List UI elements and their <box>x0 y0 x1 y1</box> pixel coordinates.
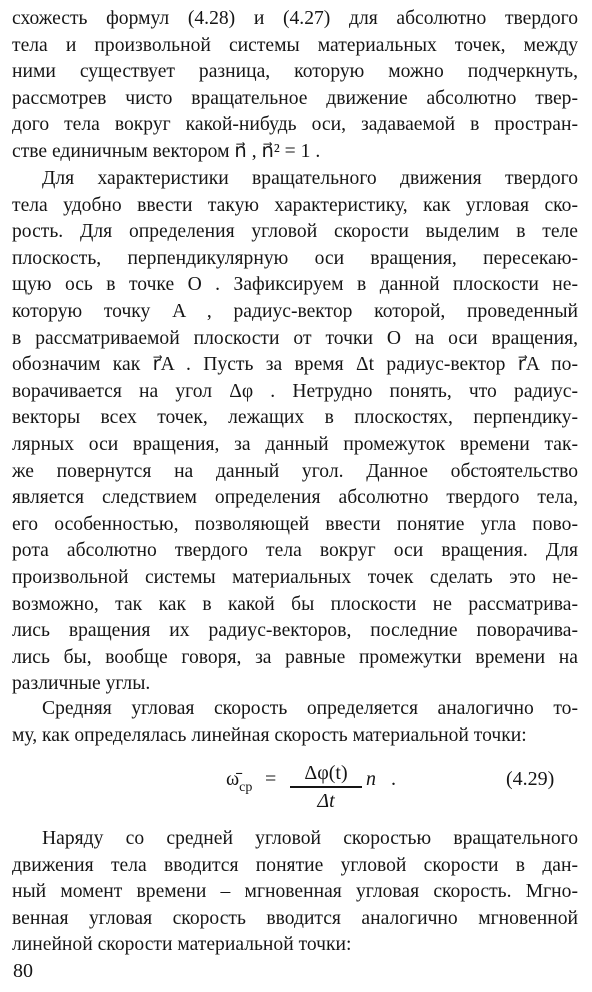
text-line: Средняя угловая скорость определяется аналогично то- <box>42 698 578 719</box>
fraction-denominator: Δt <box>317 789 335 812</box>
unit-vector: n⃗. <box>366 768 397 790</box>
text-line: его особенностью, позволяющей ввести понятие угла пово- <box>12 513 578 535</box>
text-line: венная угловая скорость вводится аналогично мгновенной <box>12 907 578 929</box>
equals-sign: = <box>265 768 277 790</box>
text-line: дого тела вокруг какой-нибудь оси, задаваемой в простран- <box>12 114 578 136</box>
text-line: векторы всех точек, лежащих в плоскостях, перпендику- <box>12 407 578 429</box>
paragraph-3 <box>0 696 592 749</box>
paragraph-4 <box>0 826 592 959</box>
text-line: возможно, так как в какой бы плоскости не рассматрива- <box>12 593 578 615</box>
text-line: в рассматриваемой плоскости от точки O на оси вращения, <box>12 327 578 349</box>
omega-symbol: ω̄ <box>226 768 240 790</box>
text-line: Наряду со средней угловой скоростью вращательного <box>42 828 578 849</box>
text-line: лись бы, вообще говоря, за равные промежутки времени на <box>12 646 578 668</box>
text-line: обозначим как r⃗A . Пусть за время Δt радиус-вектор r⃗A по- <box>12 354 578 376</box>
text-line: различные углы. <box>12 673 151 695</box>
formula-subscript: ср <box>239 780 253 795</box>
page-number: 80 <box>13 960 33 982</box>
text-line: произвольной системы материальных точек сделать это не- <box>12 566 578 588</box>
text-line: же повернутся на данный угол. Данное обстоятельство <box>12 460 578 482</box>
text-line: которую точку A , радиус-вектор которой, проведенный <box>12 300 578 322</box>
text-line: стве единичным вектором n⃗ , n⃗² = 1 . <box>12 140 321 162</box>
text-line: Для характеристики вращательного движения твердого <box>42 168 578 189</box>
text-line: му, как определялась линейная скорость материальной точки: <box>12 724 527 746</box>
text-line: тела и произвольной системы материальных точек, между <box>12 34 578 56</box>
text-line: щую ось в точке O . Зафиксируем в данной плоскости не- <box>12 274 578 296</box>
text-line: линейной скорости материальной точки: <box>12 934 352 956</box>
equation-number: (4.29) <box>506 768 555 790</box>
text-line: рота абсолютно твердого тела вокруг оси вращения. Для <box>12 540 578 562</box>
text-line: ворачивается на угол Δφ . Нетрудно понять, что радиус- <box>12 380 578 402</box>
text-line: рость. Для определения угловой скорости выделим в теле <box>12 221 578 243</box>
text-line: рассмотрев чисто вращательное движение абсолютно твер- <box>12 87 578 109</box>
fraction <box>286 760 366 814</box>
text-line: плоскость, перпендикулярную оси вращения, пересекаю- <box>12 247 578 269</box>
text-line: лись вращения их радиус-векторов, последние поворачива- <box>12 620 578 642</box>
text-line: схожесть формул (4.28) и (4.27) для абсолютно твердого <box>12 8 578 29</box>
text-line: ный момент времени – мгновенная угловая скорость. Мгно- <box>12 881 578 903</box>
paragraph-2 <box>0 166 592 698</box>
formula-lhs <box>226 768 253 795</box>
text-line: является следствием определения абсолютно твердого тела, <box>12 487 578 509</box>
text-line: ними существует разница, которую можно подчеркнуть, <box>12 61 578 83</box>
text-line: движения тела вводится понятие угловой скорости в дан- <box>12 854 578 876</box>
fraction-numerator: Δφ(t) <box>304 762 348 784</box>
formula-4-29 <box>0 760 592 816</box>
paragraph-1 <box>0 6 592 166</box>
text-line: тела удобно ввести такую характеристику, как угловая ско- <box>12 194 578 216</box>
text-line: лярных оси вращения, за данный промежуток времени так- <box>12 433 578 455</box>
